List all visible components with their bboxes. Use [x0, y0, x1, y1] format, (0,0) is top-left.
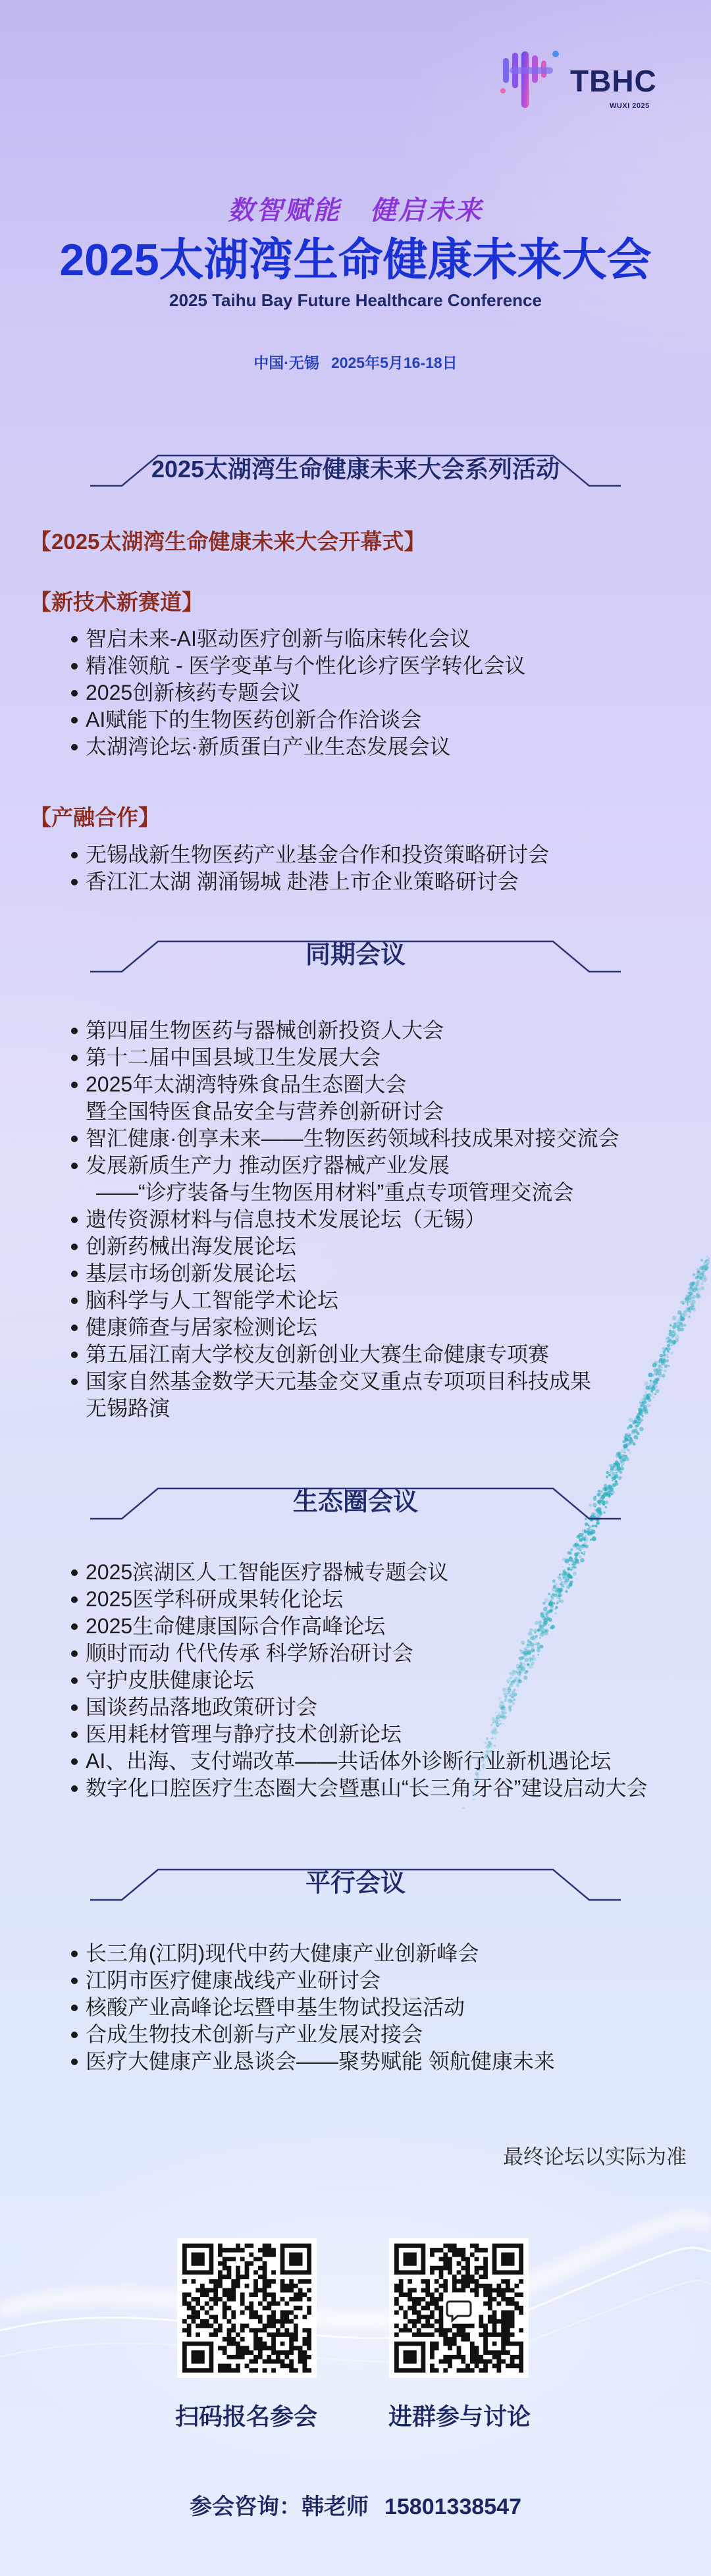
particle-dot [650, 1380, 652, 1382]
page-title: 2025太湖湾生命健康未来大会 [59, 235, 652, 285]
list-item [68, 1233, 619, 1260]
item-text: 2025年太湖湾特殊食品生态圈大会 [86, 1072, 407, 1096]
list-item [68, 1314, 619, 1341]
particle-dot [697, 1280, 700, 1283]
list-item [68, 1260, 619, 1287]
particle-dot [613, 1463, 614, 1464]
list-item [68, 1287, 619, 1314]
particle-dot [624, 1452, 626, 1454]
item-text: 遗传资源材料与信息技术发展论坛（无锡） [86, 1207, 487, 1231]
particle-dot [606, 1471, 609, 1474]
final-schedule-note: 最终论坛以实际为准 [503, 2145, 687, 2169]
section-title: 平行会议 [305, 1870, 406, 1897]
list-item: 太湖湾论坛·新质蛋白产业生态发展会议 [68, 733, 525, 760]
particle-dot [624, 1436, 627, 1439]
particle-dot [694, 1288, 697, 1291]
particle-dot [704, 1260, 707, 1263]
particle-dot [700, 1272, 703, 1275]
particle-dot [577, 1552, 580, 1555]
particle-dot [673, 1330, 674, 1331]
slogan-left: 数智赋能 [228, 196, 341, 225]
particle-dot [661, 1360, 664, 1363]
list-item: 智启未来-AI驱动医疗创新与临床转化会议 [68, 625, 525, 652]
list-item [68, 1125, 619, 1152]
item-continuation: 暨全国特医食品安全与营养创新研讨会 [86, 1099, 444, 1123]
particle-dot [634, 1420, 638, 1424]
particle-dot [668, 1365, 670, 1367]
particle-dot [622, 1458, 626, 1462]
particle-dot [583, 1553, 585, 1555]
list-item: 香江汇太湖 潮涌锡城 赴港上市企业策略研讨会 [68, 868, 549, 895]
particle-dot [656, 1369, 658, 1371]
particle-dot [665, 1348, 668, 1350]
list-item [68, 1071, 619, 1125]
particle-dot [623, 1440, 626, 1443]
particle-dot [643, 1394, 646, 1397]
particle-dot [648, 1373, 652, 1377]
qr-code-group-chat [389, 2238, 529, 2378]
particle-dot [654, 1373, 656, 1375]
particle-dot [652, 1363, 657, 1367]
section-heading-ecosystem [0, 1481, 711, 1524]
particle-dot [706, 1255, 708, 1257]
particle-dot [646, 1396, 648, 1398]
list-item [68, 1017, 619, 1044]
particle-dot [668, 1339, 672, 1342]
particle-dot [582, 1544, 584, 1546]
list-finance [68, 841, 549, 895]
qr-label-register: 扫码报名参会 [174, 2403, 317, 2430]
particle-dot [583, 1551, 585, 1553]
particle-dot [616, 1472, 617, 1473]
particle-dot [628, 1433, 629, 1434]
qr-label-group-chat: 进群参与讨论 [388, 2403, 531, 2430]
contact-label: 参会咨询：韩老师 [189, 2494, 369, 2519]
particle-dot [671, 1344, 673, 1346]
particle-dot [660, 1354, 664, 1358]
list-item: 2025滨湖区人工智能医疗器械专题会议 [68, 1559, 647, 1586]
particle-dot [645, 1391, 647, 1394]
particle-dot [668, 1337, 671, 1340]
section-title: 生态圈会议 [292, 1488, 418, 1516]
particle-dot [639, 1427, 644, 1431]
contact-phone: 15801338547 [384, 2494, 521, 2519]
particle-dot [652, 1396, 654, 1398]
particle-dot [621, 1467, 625, 1471]
section-heading-series [0, 448, 711, 491]
particle-dot [659, 1365, 662, 1368]
particle-dot [669, 1330, 672, 1333]
particle-dot [639, 1402, 642, 1404]
particle-dot [664, 1369, 666, 1372]
particle-dot [679, 1316, 683, 1321]
particle-dot [621, 1465, 623, 1467]
item-text: 智汇健康·创享未来——生物医药领域科技成果对接交流会 [86, 1126, 619, 1150]
item-text: 基层市场创新发展论坛 [86, 1261, 297, 1285]
particle-dot [687, 1302, 689, 1304]
group-label-finance: 【产融合作】 [30, 805, 160, 829]
particle-dot [627, 1434, 629, 1436]
particle-dot [663, 1352, 665, 1354]
particle-dot [659, 1355, 660, 1356]
particle-dot [664, 1354, 668, 1357]
particle-dot [685, 1307, 689, 1310]
particle-dot [667, 1350, 669, 1352]
item-text: 健康筛查与居家检测论坛 [86, 1315, 318, 1339]
particle-dot [693, 1273, 696, 1276]
particle-dot [608, 1474, 610, 1477]
qr-code-image [394, 2244, 523, 2373]
list-item [68, 1206, 619, 1233]
particle-dot [699, 1266, 703, 1270]
list-item: 医疗大健康产业恳谈会——聚势赋能 领航健康未来 [68, 2048, 555, 2075]
list-item: 合成生物技术创新与产业发展对接会 [68, 2021, 555, 2048]
particle-dot [641, 1409, 643, 1411]
item-text: 第四届生物医药与器械创新投资人大会 [86, 1018, 444, 1042]
section-heading-parallel [0, 1862, 711, 1905]
location-date [0, 353, 711, 373]
particle-dot [702, 1278, 706, 1282]
particle-dot [619, 1471, 622, 1474]
particle-dot [657, 1371, 659, 1373]
opening-ceremony-label: 【2025太湖湾生命健康未来大会开幕式】 [30, 529, 426, 554]
particle-dot [677, 1310, 682, 1315]
particle-dot [679, 1322, 683, 1326]
particle-dot [592, 1537, 596, 1541]
slogan [0, 194, 711, 227]
particle-dot [666, 1338, 668, 1340]
particle-dot [672, 1325, 676, 1329]
list-item: 2025医学科研成果转化论坛 [68, 1586, 647, 1613]
tbhc-logo-icon [498, 47, 566, 112]
particle-dot [651, 1386, 656, 1391]
particle-dot [676, 1322, 678, 1324]
particle-dot [656, 1374, 658, 1376]
particle-dot [680, 1328, 684, 1332]
particle-dot [708, 1259, 710, 1261]
english-subtitle: 2025 Taihu Bay Future Healthcare Conference [169, 290, 542, 310]
particle-dot [569, 1552, 572, 1555]
particle-dot [638, 1418, 641, 1421]
particle-dot [662, 1374, 666, 1378]
particle-dot [700, 1286, 704, 1290]
list-item: 长三角(江阴)现代中药大健康产业创新峰会 [68, 1940, 555, 1967]
slogan-right: 健启未来 [370, 196, 483, 225]
particle-dot [641, 1399, 643, 1402]
particle-dot [673, 1323, 676, 1325]
particle-dot [671, 1352, 673, 1354]
particle-dot [606, 1475, 608, 1478]
particle-dot [697, 1271, 699, 1273]
particle-dot [651, 1390, 653, 1392]
particle-dot [666, 1340, 668, 1342]
particle-dot [575, 1544, 577, 1546]
location: 中国·无锡 [253, 354, 319, 371]
particle-dot [688, 1291, 692, 1295]
particle-dot [654, 1379, 658, 1383]
particle-dot [697, 1276, 698, 1278]
particle-dot [683, 1312, 687, 1317]
particle-dot [645, 1386, 650, 1390]
list-item: 2025生命健康国际合作高峰论坛 [68, 1613, 647, 1640]
list-item: 医用耗材管理与静疗技术创新论坛 [68, 1721, 647, 1748]
list-item: 江阴市医疗健康战线产业研讨会 [68, 1967, 555, 1994]
particle-dot [581, 1552, 583, 1554]
list-ecosystem [68, 1559, 647, 1802]
particle-dot [585, 1539, 588, 1542]
particle-dot [587, 1528, 591, 1532]
list-item [68, 1341, 619, 1368]
qr-modules [182, 2244, 311, 2373]
particle-dot [610, 1468, 614, 1472]
item-text: 脑科学与人工智能学术论坛 [86, 1288, 339, 1312]
item-text: 创新药械出海发展论坛 [86, 1234, 297, 1258]
particle-dot [626, 1448, 629, 1450]
list-parallel [68, 1940, 555, 2075]
particle-dot [615, 1461, 619, 1465]
particle-dot [576, 1541, 578, 1543]
particle-dot [585, 1535, 587, 1537]
particle-dot [629, 1424, 633, 1428]
qr-code-register [177, 2238, 317, 2378]
particle-dot [643, 1409, 646, 1413]
list-item: 无锡战新生物医药产业基金合作和投资策略研讨会 [68, 841, 549, 868]
particle-dot [628, 1434, 631, 1437]
particle-dot [672, 1315, 677, 1320]
event-date: 2025年5月16-18日 [330, 354, 458, 371]
group-label-new-tech: 【新技术新赛道】 [30, 590, 203, 614]
particle-dot [676, 1325, 677, 1326]
particle-dot [700, 1259, 704, 1262]
light-swoosh-decoration [0, 2093, 711, 2436]
particle-dot [627, 1428, 629, 1430]
item-text: 第十二届中国县域卫生发展大会 [86, 1045, 381, 1069]
tbhc-logo [498, 47, 670, 116]
list-new-tech [68, 625, 525, 760]
list-item: 核酸产业高峰论坛暨申基生物试投运活动 [68, 1994, 555, 2021]
particle-dot [663, 1359, 665, 1361]
particle-dot [690, 1286, 693, 1289]
list-item [68, 1044, 619, 1071]
particle-dot [629, 1452, 631, 1454]
list-item [68, 1152, 619, 1206]
particle-dot [654, 1393, 657, 1396]
particle-dot [704, 1262, 705, 1263]
particle-dot [616, 1474, 618, 1475]
particle-dot [664, 1365, 668, 1369]
list-item [68, 1368, 619, 1422]
particle-dot [609, 1464, 613, 1468]
particle-dot [577, 1535, 580, 1538]
list-item: AI赋能下的生物医药创新合作洽谈会 [68, 706, 525, 733]
particle-dot [700, 1282, 704, 1286]
item-continuation: ——“诊疗装备与生物医用材料”重点专项管理交流会 [96, 1180, 574, 1204]
section-title: 2025太湖湾生命健康未来大会系列活动 [151, 456, 560, 483]
particle-dot [689, 1282, 693, 1286]
particle-dot [585, 1546, 586, 1547]
particle-dot [462, 1807, 465, 1810]
section-title: 同期会议 [305, 941, 406, 969]
section-heading-concurrent [0, 933, 711, 977]
list-item: 国谈药品落地政策研讨会 [68, 1694, 647, 1721]
particle-dot [570, 1548, 573, 1552]
list-item: 2025创新核药专题会议 [68, 679, 525, 706]
particle-dot [614, 1466, 615, 1467]
particle-dot [708, 1257, 710, 1259]
particle-dot [681, 1300, 685, 1304]
particle-dot [582, 1537, 586, 1540]
particle-dot [687, 1298, 692, 1303]
particle-dot [656, 1389, 660, 1393]
particle-dot [696, 1294, 700, 1299]
particle-dot [612, 1476, 616, 1480]
particle-dot [582, 1529, 587, 1533]
particle-dot [687, 1296, 689, 1297]
particle-dot [579, 1555, 582, 1558]
particle-dot [639, 1411, 643, 1415]
logo-text: TBHC [570, 64, 657, 98]
particle-dot [592, 1525, 594, 1527]
particle-dot [646, 1404, 650, 1407]
particle-dot [699, 1277, 702, 1280]
particle-dot [609, 1471, 611, 1473]
particle-dot [637, 1438, 638, 1439]
particle-dot [658, 1373, 662, 1377]
particle-dot [618, 1452, 621, 1456]
particle-dot [690, 1302, 693, 1305]
particle-dot [666, 1359, 670, 1363]
particle-dot [590, 1539, 592, 1541]
particle-dot [670, 1324, 672, 1327]
particle-dot [623, 1446, 626, 1449]
particle-dot [687, 1304, 689, 1306]
item-text: 第五届江南大学校友创新创业大赛生命健康专项赛 [86, 1342, 550, 1366]
list-item: AI、出海、支付端改革——共话体外诊断行业新机遇论坛 [68, 1748, 647, 1775]
item-text: 国家自然基金数学天元基金交叉重点专项项目科技成果 [86, 1369, 592, 1393]
list-item: 顺时而动 代代传承 科学矫治研讨会 [68, 1640, 647, 1667]
list-item: 精准领航 - 医学变革与个性化诊疗医学转化会议 [68, 652, 525, 679]
particle-dot [636, 1424, 639, 1427]
particle-dot [672, 1340, 676, 1344]
particle-dot [672, 1336, 674, 1338]
contact-info [0, 2493, 711, 2521]
particle-dot [635, 1418, 636, 1419]
particle-dot [660, 1369, 663, 1372]
particle-dot [672, 1331, 673, 1333]
list-item: 守护皮肤健康论坛 [68, 1667, 647, 1694]
particle-dot [633, 1429, 638, 1434]
particle-dot [652, 1392, 654, 1394]
logo-subtext: WUXI 2025 [610, 102, 650, 110]
particle-dot [644, 1382, 648, 1386]
particle-dot [625, 1455, 627, 1458]
particle-dot [667, 1344, 670, 1348]
particle-dot [629, 1440, 631, 1443]
item-text: 发展新质生产力 推动医疗器械产业发展 [86, 1153, 450, 1177]
particle-dot [594, 1525, 597, 1527]
item-continuation: 无锡路演 [86, 1396, 171, 1420]
qr-code-image [182, 2244, 311, 2373]
list-concurrent [68, 1017, 619, 1422]
particle-dot [688, 1315, 691, 1318]
particle-dot [621, 1461, 625, 1465]
particle-dot [640, 1404, 643, 1407]
list-item: 数字化口腔医疗生态圈大会暨惠山“长三角牙谷”建设启动大会 [68, 1775, 647, 1802]
particle-dot [708, 1262, 710, 1265]
particle-dot [617, 1466, 621, 1471]
